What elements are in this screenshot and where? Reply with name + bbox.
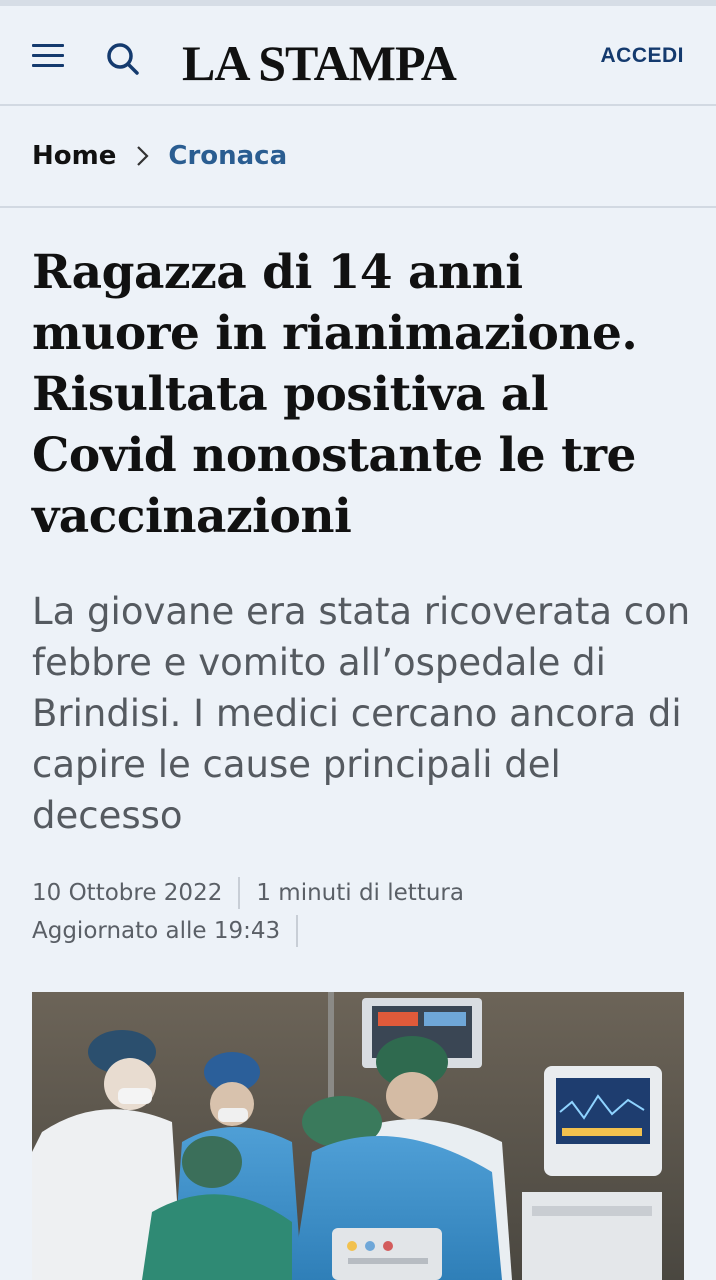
- article-title: Ragazza di 14 anni muore in rianimazione. Risultata positiva al Covid nonostante le tre vaccinazioni: [32, 245, 638, 544]
- meta-row-1: [32, 874, 692, 912]
- reading-time: 1 minuti di lettura: [256, 880, 464, 906]
- meta-row-2: [32, 912, 692, 950]
- menu-bar-bottom: [32, 64, 64, 67]
- search-icon[interactable]: [104, 40, 142, 78]
- icu-scene-illustration: [32, 992, 684, 1280]
- article-photo[interactable]: [32, 992, 684, 1280]
- top-header: [0, 0, 716, 106]
- publish-date: 10 Ottobre 2022: [32, 880, 223, 906]
- breadcrumb-section-link[interactable]: Cronaca: [168, 141, 288, 171]
- article-meta: [32, 874, 692, 950]
- breadcrumb-home-link[interactable]: Home: [32, 141, 117, 171]
- meta-divider: [238, 877, 240, 909]
- menu-bar-top: [32, 44, 64, 47]
- article-subtitle: La giovane era stata ricoverata con febbre e vomito all’ospedale di Brindisi. I medici cercano ancora di capire le cause principali del decesso: [32, 590, 691, 837]
- login-button[interactable]: ACCEDI: [600, 44, 684, 67]
- hamburger-menu-icon[interactable]: [30, 40, 66, 70]
- breadcrumb: [0, 106, 716, 208]
- meta-divider: [296, 915, 298, 947]
- chevron-right-icon: [132, 141, 154, 171]
- updated-time: Aggiornato alle 19:43: [32, 918, 281, 944]
- menu-bar-middle: [32, 54, 64, 57]
- site-logo[interactable]: LA STAMPA: [182, 35, 456, 91]
